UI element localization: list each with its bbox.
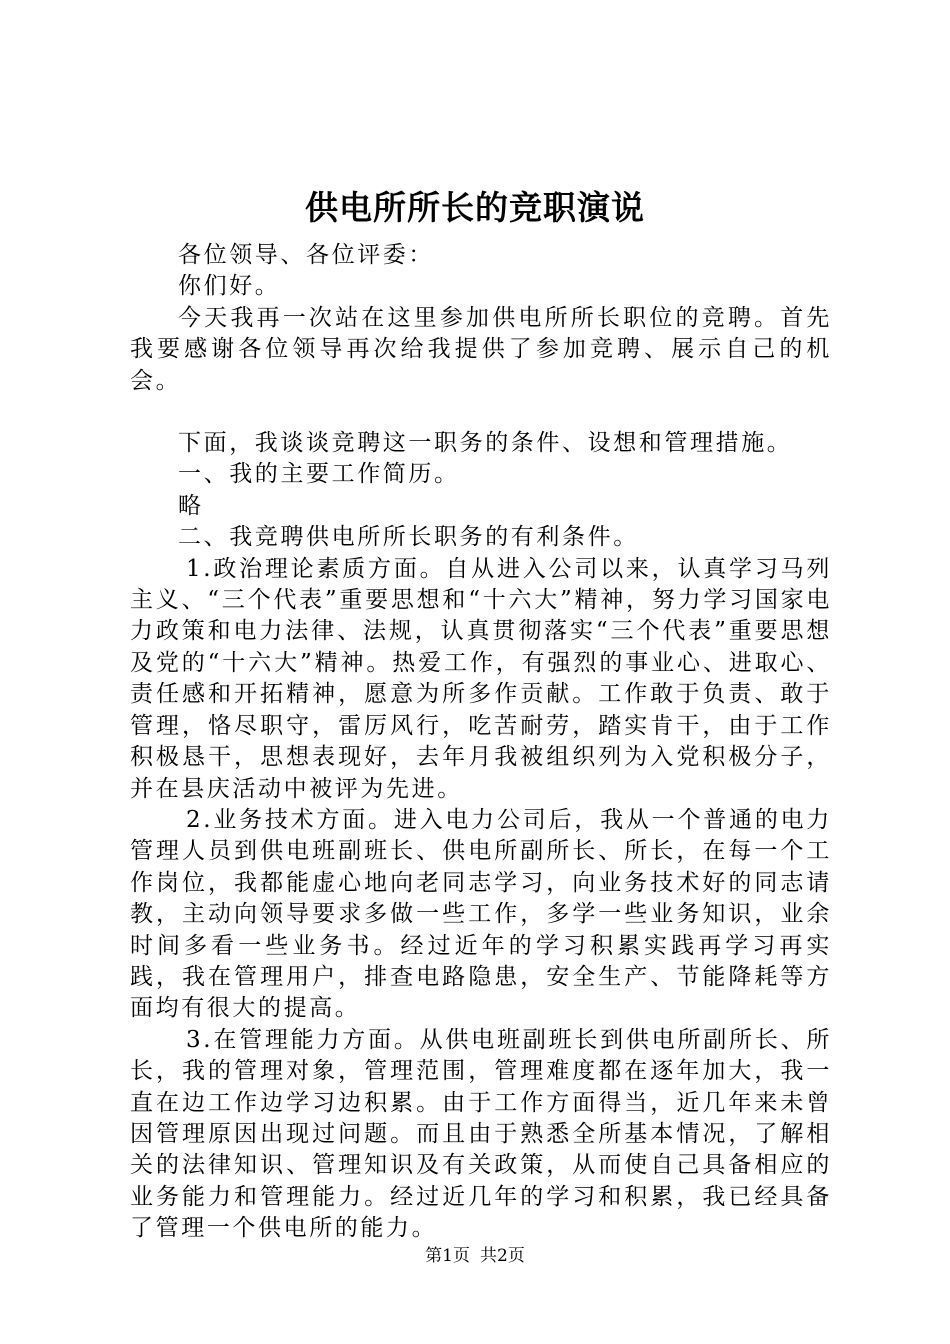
page-number: 第1页 xyxy=(425,1246,470,1266)
greeting-paragraph: 你们好。 xyxy=(178,273,281,300)
page-footer xyxy=(0,1244,950,1268)
salutation-paragraph: 各位领导、各位评委： xyxy=(178,242,434,268)
page-total: 共2页 xyxy=(480,1246,525,1266)
outline-paragraph: 下面，我谈谈竞聘这一职务的条件、设想和管理措施。 xyxy=(178,430,793,457)
intro-paragraph: 今天我再一次站在这里参加供电所所长职位的竞聘。首先我要感谢各位领导再次给我提供了参加竞聘、展示自己的机会。 xyxy=(130,304,832,394)
point-2-paragraph: 2.业务技术方面。进入电力公司后，我从一个普通的电力管理人员到供电班副班长、供电所副所长、所长，在每一个工作岗位，我都能虚心地向老同志学习，向业务技术好的同志请教，主动向领导要求多做一些工作，多学一些业务知识，业余时间多看一些业务书。经过近年的学习积累实践再学习再实践，我在管理用户，排查电路隐患，安全生产、节能降耗等方面均有很大的提高。 xyxy=(130,806,832,1022)
section-heading-2: 二、我竞聘供电所所长职务的有利条件。 xyxy=(178,524,639,551)
document-title: 供电所所长的竞职演说 xyxy=(305,188,645,227)
section-1-content: 略 xyxy=(178,492,204,519)
point-1-paragraph: 1.政治理论素质方面。自从进入公司以来，认真学习马列主义、“三个代表”重要思想和“十六大”精神，努力学习国家电力政策和电力法律、法规，认真贯彻落实“三个代表”重要思想及党的“十六大”精神。热爱工作，有强烈的事业心、进取心、责任感和开拓精神，愿意为所多作贡献。工作敢于负责、敢于管理，恪尽职守，雷厉风行，吃苦耐劳，踏实肯干，由于工作积极恳干，思想表现好，去年月我被组织列为入党积极分子，并在县庆活动中被评为先进。 xyxy=(130,555,832,802)
point-3-paragraph: 3.在管理能力方面。从供电班副班长到供电所副所长、所长，我的管理对象，管理范围，管理难度都在逐年加大，我一直在边工作边学习边积累。由于工作方面得当，近几年来未曾因管理原因出现过问题。而且由于熟悉全所基本情况，了解相关的法律知识、管理知识及有关政策，从而使自己具备相应的业务能力和管理能力。经过近几年的学习和积累，我已经具备了管理一个供电所的能力。 xyxy=(130,1026,832,1242)
section-heading-1: 一、我的主要工作简历。 xyxy=(178,461,460,488)
document-body xyxy=(130,240,832,1245)
